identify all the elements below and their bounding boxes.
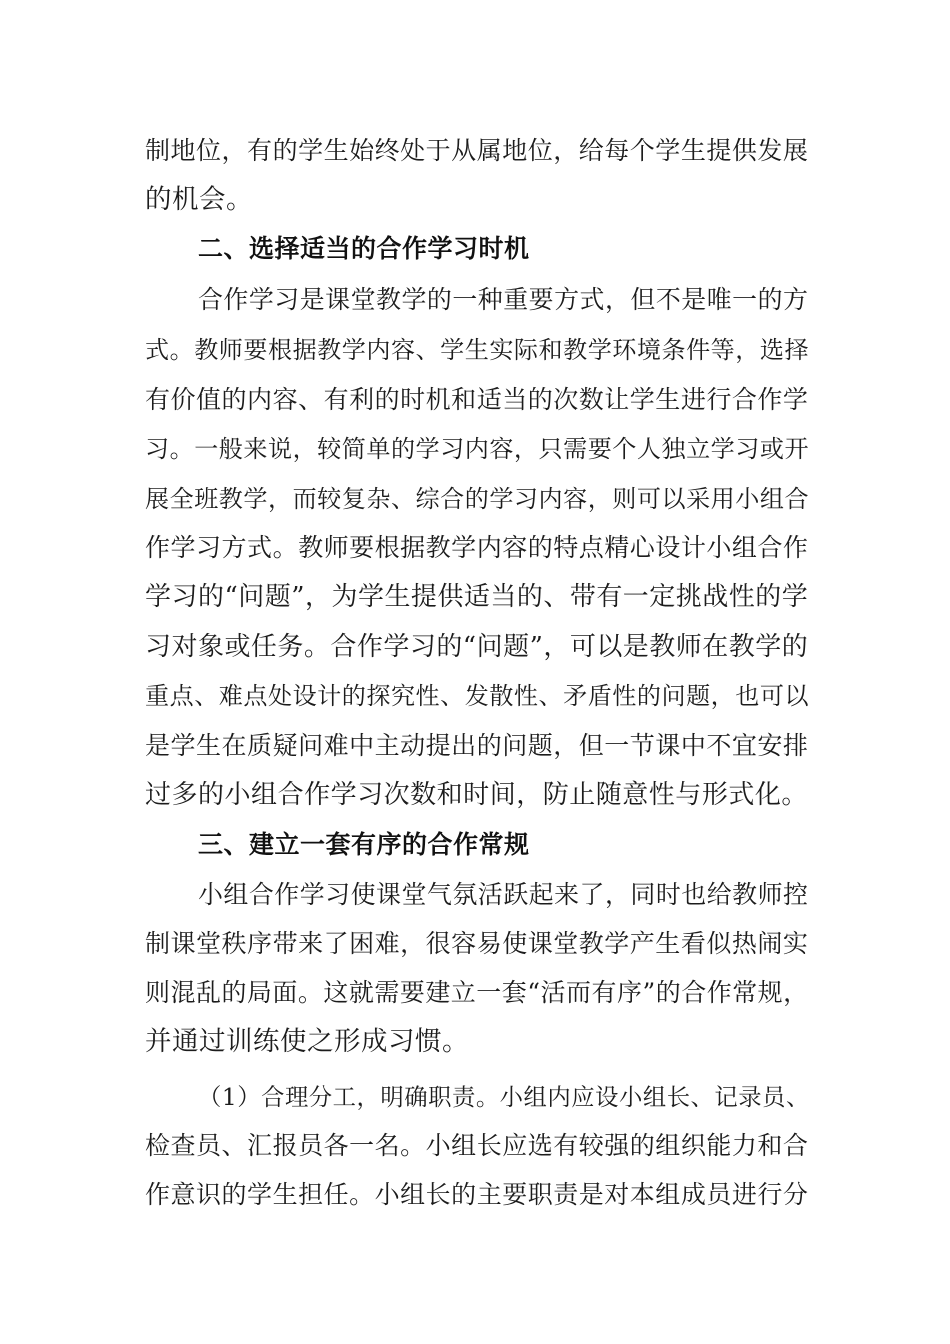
text-line: 作学习方式。教师要根据教学内容的特点精心设计小组合作 bbox=[145, 533, 809, 562]
text-line: 有价值的内容、有利的时机和适当的次数让学生进行合作学 bbox=[145, 385, 809, 414]
text-line: 式。教师要根据教学内容、学生实际和教学环境条件等，选择 bbox=[145, 336, 810, 364]
text-line: 是学生在质疑问难中主动提出的问题，但一节课中不宜安排 bbox=[145, 731, 809, 760]
text-line: 并通过训练使之形成习惯。 bbox=[145, 1026, 469, 1057]
text-line: 制课堂秩序带来了困难，很容易使课堂教学产生看似热闹实 bbox=[145, 929, 809, 958]
text-line: 检查员、汇报员各一名。小组长应选有较强的组织能力和合 bbox=[145, 1131, 809, 1160]
text-line: 制地位，有的学生始终处于从属地位，给每个学生提供发展 bbox=[145, 136, 809, 165]
text-line: 的机会。 bbox=[145, 184, 253, 215]
text-line: 小组合作学习使课堂气氛活跃起来了，同时也给教师控 bbox=[198, 880, 809, 909]
text-line: 习对象或任务。合作学习的“问题”，可以是教师在教学的 bbox=[145, 632, 809, 662]
text-line: 展全班教学，而较复杂、综合的学习内容，则可以采用小组合 bbox=[145, 485, 810, 513]
text-line: 合作学习是课堂教学的一种重要方式，但不是唯一的方 bbox=[198, 285, 809, 314]
text-line: 重点、难点处设计的探究性、发散性、矛盾性的问题，也可以 bbox=[145, 682, 810, 710]
text-line: 过多的小组合作学习次数和时间，防止随意性与形式化。 bbox=[145, 780, 808, 810]
text-line: 则混乱的局面。这就需要建立一套“活而有序”的合作常规， bbox=[145, 978, 809, 1007]
text-line: 作意识的学生担任。小组长的主要职责是对本组成员进行分 bbox=[145, 1180, 809, 1209]
section-heading: 三、建立一套有序的合作常规 bbox=[198, 830, 530, 859]
text-line: （1）合理分工，明确职责。小组内应设小组长、记录员、 bbox=[198, 1083, 810, 1111]
text-line: 习。一般来说，较简单的学习内容，只需要个人独立学习或开 bbox=[145, 435, 810, 463]
section-heading: 二、选择适当的合作学习时机 bbox=[198, 234, 530, 263]
text-line: 学习的“问题”，为学生提供适当的、带有一定挑战性的学 bbox=[145, 582, 809, 612]
